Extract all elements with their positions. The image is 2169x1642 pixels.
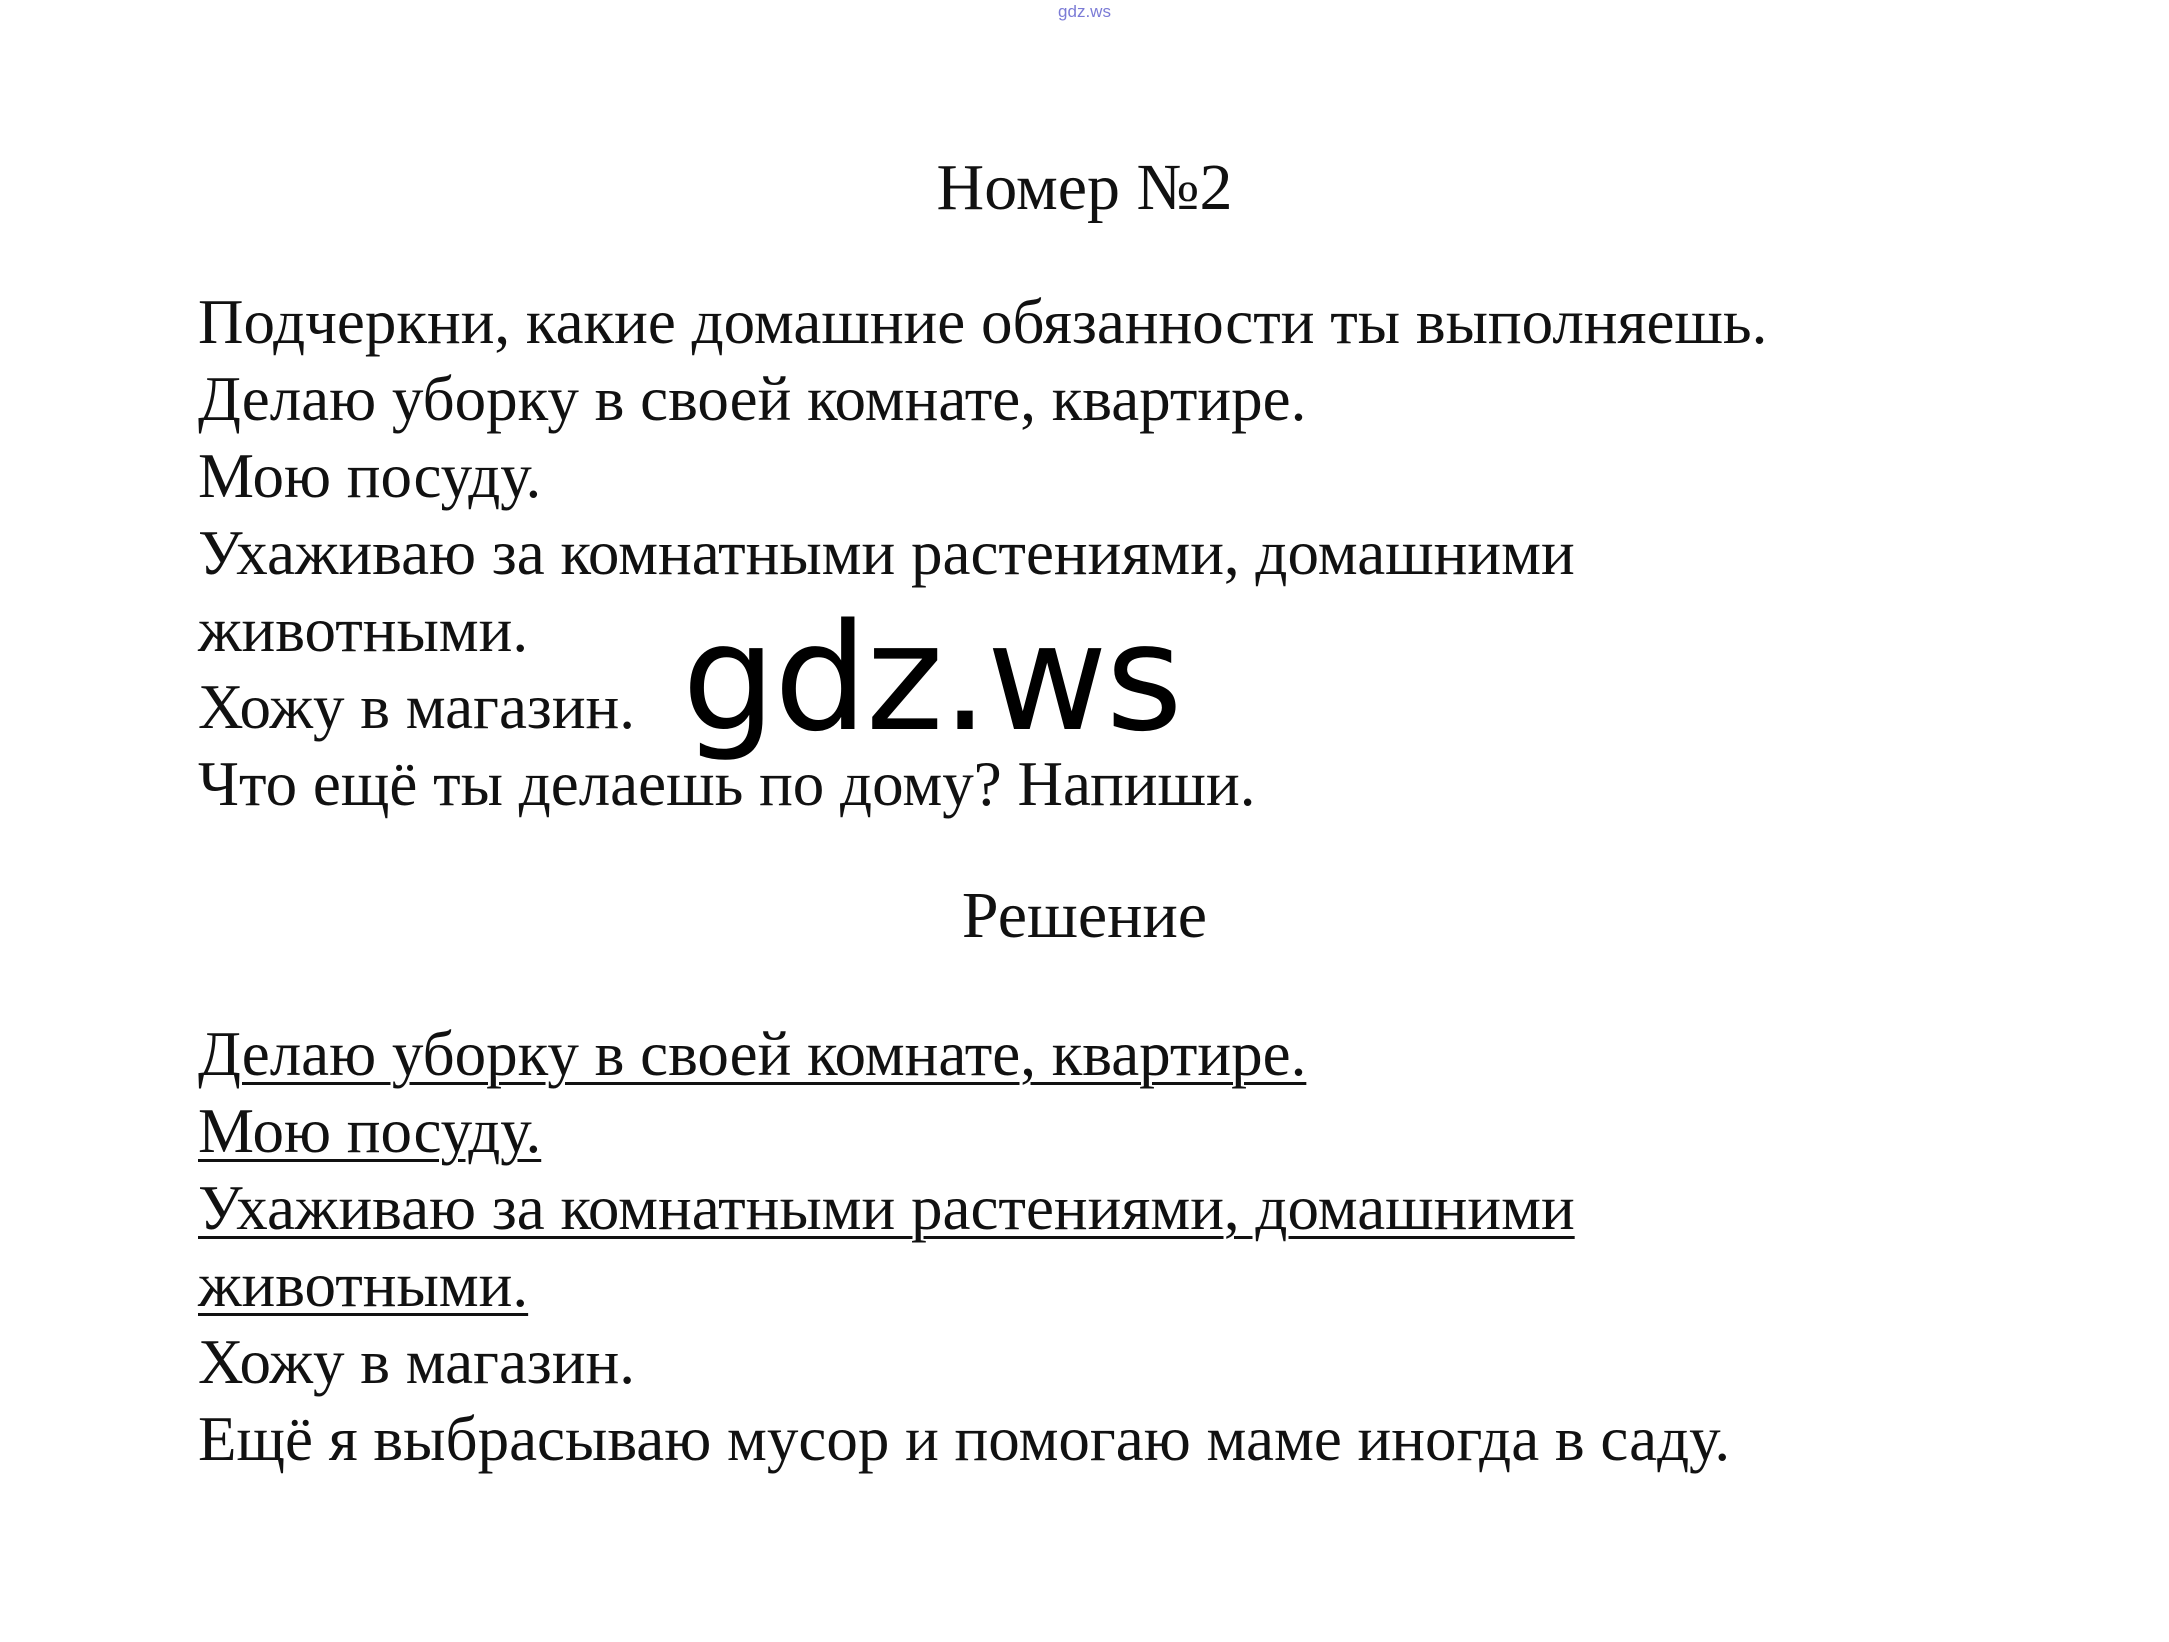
solution-line: Ещё я выбрасываю мусор и помогаю маме иногда в саду. [198, 1404, 1731, 1474]
task-line: Подчеркни, какие домашние обязанности ты выполняешь. [198, 287, 1768, 357]
page-title: Номер №2 [936, 151, 1233, 224]
watermark-logo: gdz.ws [682, 592, 1181, 764]
solution-line: Делаю уборку в своей комнате, квартире. [198, 1019, 1307, 1089]
task-line: Делаю уборку в своей комнате, квартире. [198, 364, 1307, 434]
solution-line: Мою посуду. [198, 1096, 542, 1166]
solution-text [198, 1016, 2098, 1478]
task-line: Мою посуду. [198, 441, 542, 511]
solution-line: Хожу в магазин. [198, 1327, 636, 1397]
solution-heading: Решение [961, 879, 1208, 952]
task-line: животными. [198, 595, 529, 665]
solution-line: Ухаживаю за комнатными растениями, домашними [198, 1173, 1575, 1243]
solution-line: животными. [198, 1250, 529, 1320]
task-line: Ухаживаю за комнатными растениями, домашними [198, 518, 1575, 588]
task-line: Хожу в магазин. [198, 672, 636, 742]
site-mark: gdz.ws [1058, 2, 1111, 21]
task-line: Что ещё ты делаешь по дому? Напиши. [198, 749, 1256, 819]
